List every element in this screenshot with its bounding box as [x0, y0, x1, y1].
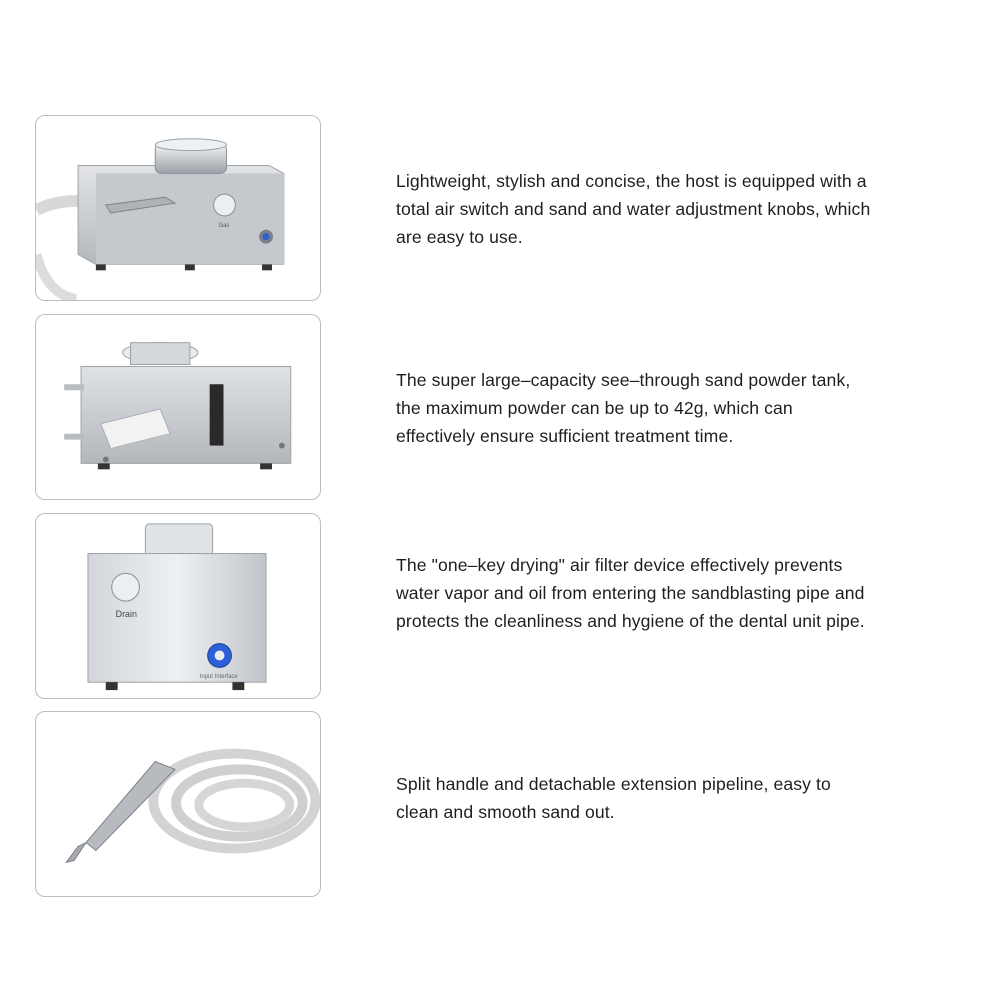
feature-3-text: The "one–key drying" air filter device effectively prevents water vapor and oil from entering the sandblasting pipe and protects the cleanliness and hygiene of the dental unit pipe. — [396, 555, 865, 631]
host-front-illustration — [36, 116, 320, 300]
feature-1-text: Lightweight, stylish and concise, the host is equipped with a total air switch and sand and water adjustment knobs, which are easy to use. — [396, 171, 871, 247]
drain-label: Drain — [115, 608, 137, 619]
gas-label: Gas — [218, 222, 230, 229]
product-image-back — [35, 513, 321, 699]
product-image-side — [35, 314, 321, 500]
product-image-handpiece — [35, 711, 321, 897]
product-image-front — [35, 115, 321, 301]
handpiece-hose-illustration — [36, 712, 320, 896]
host-back-illustration — [36, 514, 320, 698]
feature-4-text: Split handle and detachable extension pipeline, easy to clean and smooth sand out. — [396, 774, 831, 822]
feature-2-text: The super large–capacity see–through sand powder tank, the maximum powder can be up to 42g, which can effectively ensure sufficient treatment time. — [396, 370, 851, 446]
host-side-illustration — [36, 315, 320, 499]
input-interface-label: Input Interface — [199, 674, 238, 681]
